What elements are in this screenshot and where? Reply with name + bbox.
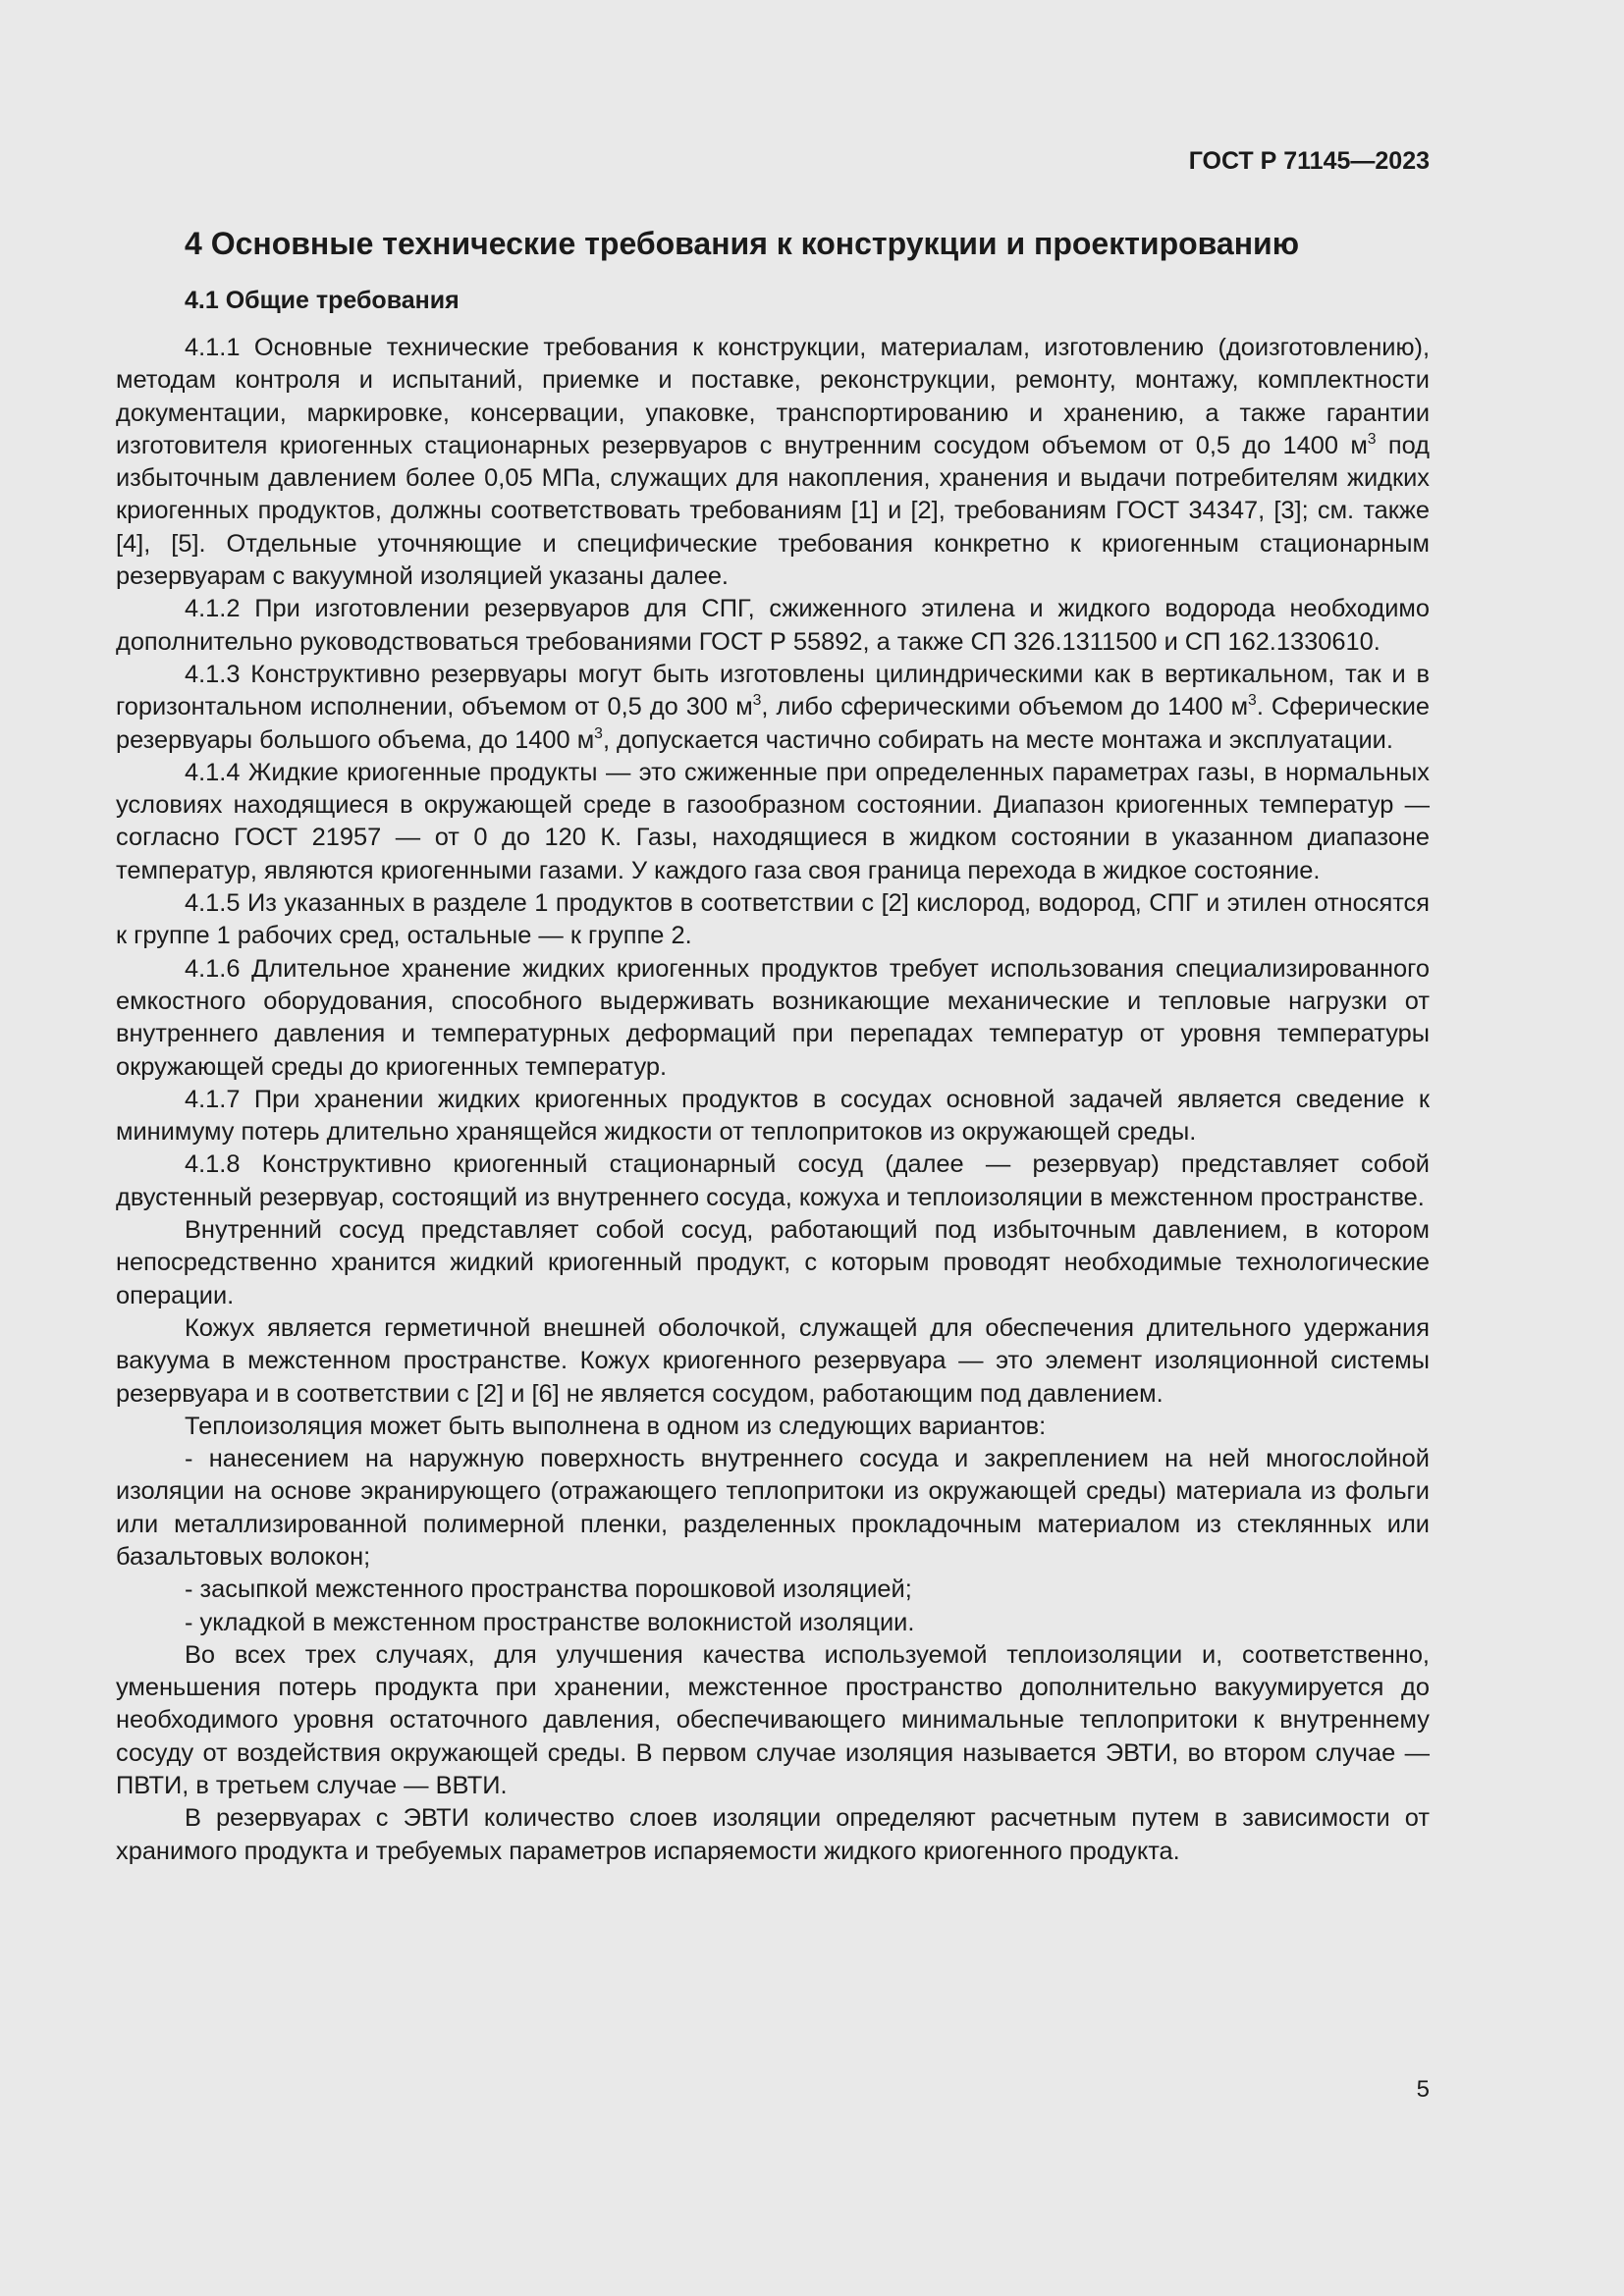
- list-item: - засыпкой межстенного пространства порошковой изоляцией;: [185, 1575, 912, 1604]
- paragraph-text: , либо сферическими объемом до 1400 м: [761, 693, 1249, 721]
- paragraph-4-1-4: 4.1.4 Жидкие криогенные продукты — это сжиженные при определенных параметрах газы, в нормальных условиях находящиеся в окружающей среде в газообразном состоянии. Диапазон криогенных температур — согласно ГОСТ 21957 — от 0 до 120 К. Газы, находящиеся в жидком состоянии в указанном диапазоне температур, являются криогенными газами. У каждого газа своя граница перехода в жидкое состояние.: [116, 758, 1430, 884]
- paragraph-casing: Кожух является герметичной внешней оболочкой, служащей для обеспечения длительного удержания вакуума в межстенном пространстве. Кожух криогенного резервуара — это элемент изоляционной системы резервуара и в соответствии с [2] и [6] не является сосудом, работающим под давлением.: [116, 1313, 1430, 1408]
- superscript: 3: [752, 692, 762, 710]
- paragraph-4-1-8: 4.1.8 Конструктивно криогенный стационарный сосуд (далее — резервуар) представляет собой двустенный резервуар, состоящий из внутреннего сосуда, кожуха и теплоизоляции в межстенном пространстве.: [116, 1150, 1430, 1211]
- page-number: 5: [1416, 2076, 1430, 2103]
- list-item: - нанесением на наружную поверхность внутреннего сосуда и закреплением на ней многослойной изоляции на основе экранирующего (отражающего теплопритоки из окружающей среды) материала из фольги или металлизированной полимерной пленки, разделенных прокладочным материалом из стеклянных или базальтовых волокон;: [116, 1445, 1430, 1571]
- paragraph-text: . Сферические резервуары большого объема, до 1400 м: [116, 693, 1431, 754]
- paragraph-4-1-5: 4.1.5 Из указанных в разделе 1 продуктов в соответствии с [2] кислород, водород, СПГ и этилен относятся к группе 1 рабочих сред, остальные — к группе 2.: [116, 889, 1430, 950]
- paragraph-text: 4.1.3 Конструктивно резервуары могут быть изготовлены цилиндрическими как в вертикальном, так и в горизонтальном исполнении, объемом от 0,5 до 300 м: [116, 660, 1430, 721]
- paragraph-text: под избыточным давлением более 0,05 МПа, служащих для накопления, хранения и выдачи потребителям жидких криогенных продуктов, должны соответствовать требованиям [1] и [2], требованиям ГОСТ 34347, [3]; см. также [4], [5]. Отдельные уточняющие и специфические требования конкретно к криогенным стационарным резервуарам с вакуумной изоляцией указаны далее.: [116, 431, 1430, 591]
- superscript: 3: [1248, 692, 1257, 710]
- paragraph-insulation-intro: Теплоизоляция может быть выполнена в одном из следующих вариантов:: [185, 1412, 1047, 1440]
- paragraph-4-1-1: [116, 332, 1430, 593]
- paragraph-4-1-3: [116, 659, 1430, 757]
- superscript: 3: [1367, 430, 1377, 448]
- document-header: ГОСТ Р 71145—2023: [1188, 147, 1430, 175]
- paragraph-4-1-7: 4.1.7 При хранении жидких криогенных продуктов в сосудах основной задачей является сведение к минимуму потерь длительно хранящейся жидкости от теплопритоков из окружающей среды.: [116, 1085, 1430, 1147]
- list-item: - укладкой в межстенном пространстве волокнистой изоляции.: [185, 1608, 915, 1636]
- paragraph-4-1-2: 4.1.2 При изготовлении резервуаров для СПГ, сжиженного этилена и жидкого водорода необходимо дополнительно руководствоваться требованиями ГОСТ Р 55892, а также СП 326.1311500 и СП 162.1330610.: [116, 595, 1430, 656]
- paragraph-text: 4.1.1 Основные технические требования к конструкции, материалам, изготовлению (доизготовлению), методам контроля и испытаний, приемке и поставке, реконструкции, ремонту, монтажу, комплектности документации, маркировке, консервации, упаковке, транспортированию и хранению, а также гарантии изготовителя криогенных стационарных резервуаров с внутренним сосудом объемом от 0,5 до 1400 м: [116, 334, 1430, 459]
- subsection-title: 4.1 Общие требования: [185, 287, 460, 314]
- document-body: [116, 332, 1430, 1868]
- section-title: 4 Основные технические требования к конструкции и проектированию: [185, 226, 1300, 261]
- superscript: 3: [594, 724, 603, 742]
- paragraph-vacuum: Во всех трех случаях, для улучшения качества используемой теплоизоляции и, соответственно, уменьшения потерь продукта при хранении, межстенное пространство дополнительно вакуумируется до необходимого уровня остаточного давления, обеспечивающего минимальные теплопритоки к внутреннему сосуду от воздействия окружающей среды. В первом случае изоляция называется ЭВТИ, во втором случае — ПВТИ, в третьем случае — ВВТИ.: [116, 1640, 1430, 1800]
- paragraph-text: , допускается частично собирать на месте монтажа и эксплуатации.: [602, 725, 1393, 754]
- paragraph-inner-vessel: Внутренний сосуд представляет собой сосуд, работающий под избыточным давлением, в котором непосредственно хранится жидкий криогенный продукт, с которым проводят необходимые технологические операции.: [116, 1216, 1430, 1309]
- paragraph-layers: В резервуарах с ЭВТИ количество слоев изоляции определяют расчетным путем в зависимости от хранимого продукта и требуемых параметров испаряемости жидкого криогенного продукта.: [116, 1804, 1430, 1865]
- paragraph-4-1-6: 4.1.6 Длительное хранение жидких криогенных продуктов требует использования специализированного емкостного оборудования, способного выдерживать возникающие механические и тепловые нагрузки от внутреннего давления и температурных деформаций при перепадах температур от уровня температуры окружающей среды до криогенных температур.: [116, 954, 1430, 1081]
